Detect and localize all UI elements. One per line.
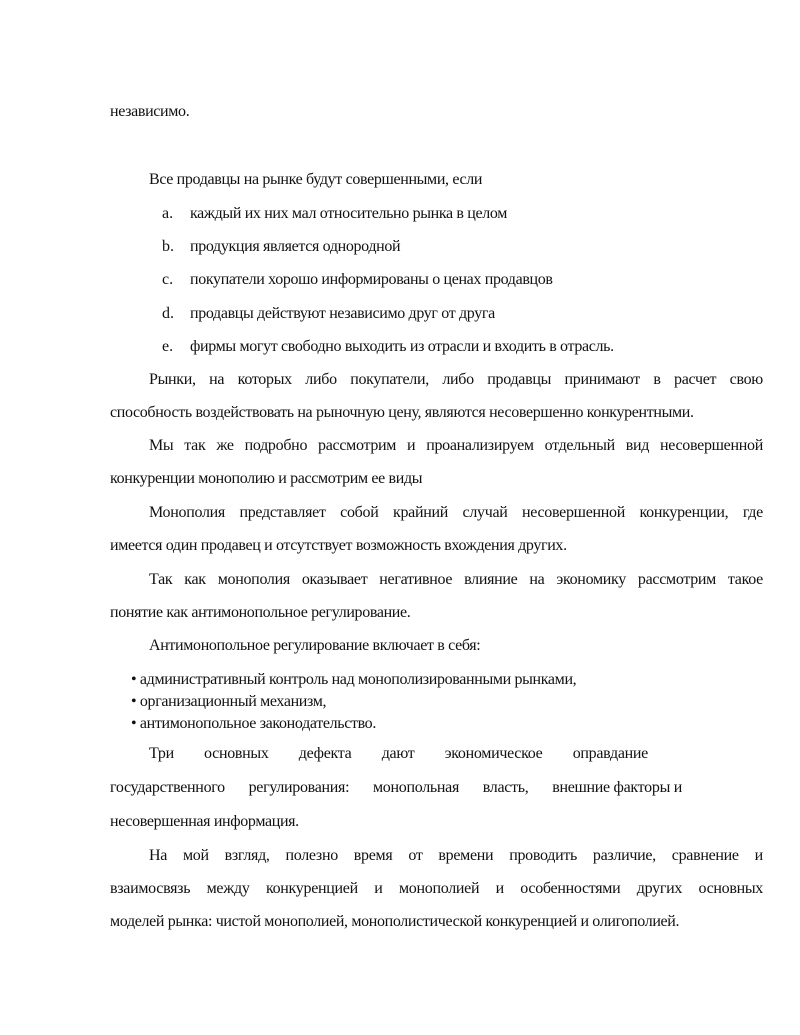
word: продавцы — [487, 371, 552, 388]
list-item-text: продукция является однородной — [190, 238, 401, 255]
list-marker: a. — [162, 205, 174, 222]
text-line: имеется один продавец и отсутствует возможность вхождения других. — [110, 537, 567, 554]
word: которых — [237, 371, 292, 388]
list-marker: d. — [162, 305, 174, 322]
word: отдельный — [544, 437, 615, 454]
word: свою — [729, 371, 763, 388]
list-item-text: продавцы действуют независимо друг от друга — [190, 305, 495, 322]
word: основных — [698, 880, 763, 897]
word: экономическое — [444, 745, 543, 762]
word: и — [754, 847, 763, 864]
word: других — [636, 880, 683, 897]
word: где — [742, 504, 763, 521]
word: такое — [727, 571, 763, 588]
word: государственного — [110, 779, 225, 796]
word: несовершенной — [522, 504, 625, 521]
word: проанализируем — [426, 437, 534, 454]
paragraph-justified-line — [149, 436, 763, 456]
word: различие, — [592, 847, 656, 864]
paragraph-justified-line — [110, 879, 763, 899]
word: полезно — [285, 847, 338, 864]
word: либо — [305, 371, 337, 388]
list-marker: c. — [162, 271, 174, 288]
word: рассмотрим — [318, 437, 397, 454]
word: основных — [204, 745, 269, 762]
word: негативное — [379, 571, 453, 588]
word: собой — [340, 504, 379, 521]
text-line: несовершенная информация. — [110, 813, 299, 830]
word: взаимосвязь — [110, 880, 191, 897]
list-item: • организационный механизм, — [131, 693, 327, 710]
word: конкуренции, — [639, 504, 729, 521]
word: оправдание — [572, 745, 648, 762]
word: и — [374, 880, 383, 897]
word: внешние факторы и — [552, 779, 682, 796]
paragraph-justified-line — [149, 846, 763, 866]
text-line: моделей рынка: чистой монополией, монополистической конкуренцией и олигополией. — [110, 913, 680, 930]
list-item-text: каждый их них мал относительно рынка в целом — [190, 205, 507, 222]
paragraph-justified-line — [149, 503, 763, 523]
word: рассмотрим — [637, 571, 717, 588]
word: регулирования: — [248, 779, 350, 796]
word: как — [184, 571, 206, 588]
list-marker: b. — [162, 238, 174, 255]
word: дают — [381, 745, 415, 762]
word: особенностями — [520, 880, 621, 897]
word: и — [407, 437, 416, 454]
word: взгляд, — [224, 847, 270, 864]
word: проводить — [509, 847, 578, 864]
paragraph-justified-line — [149, 744, 648, 764]
word: монополией — [398, 880, 480, 897]
word: на — [529, 571, 545, 588]
word: власть, — [482, 779, 529, 796]
paragraph-justified-line — [110, 778, 682, 798]
text-line: независимо. — [110, 103, 190, 120]
text-line: понятие как антимонопольное регулирование. — [110, 604, 411, 621]
word: времени — [438, 847, 494, 864]
word: оказывает — [301, 571, 368, 588]
word: дефекта — [298, 745, 352, 762]
word: время — [353, 847, 393, 864]
word: от — [408, 847, 423, 864]
word: в — [653, 371, 661, 388]
list-item-text: фирмы могут свободно выходить из отрасли и входить в отрасль. — [190, 338, 614, 355]
word: экономику — [556, 571, 626, 588]
word: и — [495, 880, 504, 897]
word: вид — [625, 437, 650, 454]
word: Монополия — [149, 504, 225, 521]
word: расчет — [674, 371, 717, 388]
word: между — [206, 880, 250, 897]
list-marker: e. — [162, 338, 174, 355]
word: либо — [442, 371, 474, 388]
word: На — [149, 847, 168, 864]
word: подробно — [244, 437, 308, 454]
word: на — [209, 371, 225, 388]
text-line: Все продавцы на рынке будут совершенными, если — [149, 171, 483, 188]
text-line: Антимонопольное регулирование включает в себя: — [149, 637, 481, 654]
word: же — [216, 437, 234, 454]
word: покупатели, — [350, 371, 429, 388]
word: сравнение — [671, 847, 739, 864]
word: Так — [149, 571, 173, 588]
list-item: • антимонопольное законодательство. — [131, 715, 376, 732]
word: крайний — [392, 504, 449, 521]
word: мой — [182, 847, 209, 864]
word: монопольная — [372, 779, 460, 796]
word: случай — [462, 504, 508, 521]
paragraph-justified-line — [149, 370, 763, 390]
word: влияние — [464, 571, 518, 588]
word: так — [184, 437, 206, 454]
word: конкуренцией — [265, 880, 358, 897]
text-line: способность воздействовать на рыночную цену, являются несовершенно конкурентными. — [110, 404, 694, 421]
word: Три — [149, 745, 174, 762]
word: принимают — [564, 371, 640, 388]
word: Рынки, — [149, 371, 196, 388]
word: Мы — [149, 437, 174, 454]
word: несовершенной — [660, 437, 763, 454]
word: монополия — [217, 571, 290, 588]
list-item: • административный контроль над монополизированными рынками, — [131, 671, 577, 688]
list-item-text: покупатели хорошо информированы о ценах продавцов — [190, 271, 553, 288]
word: представляет — [239, 504, 326, 521]
text-line: конкуренции монополию и рассмотрим ее виды — [110, 470, 423, 487]
paragraph-justified-line — [149, 570, 763, 590]
